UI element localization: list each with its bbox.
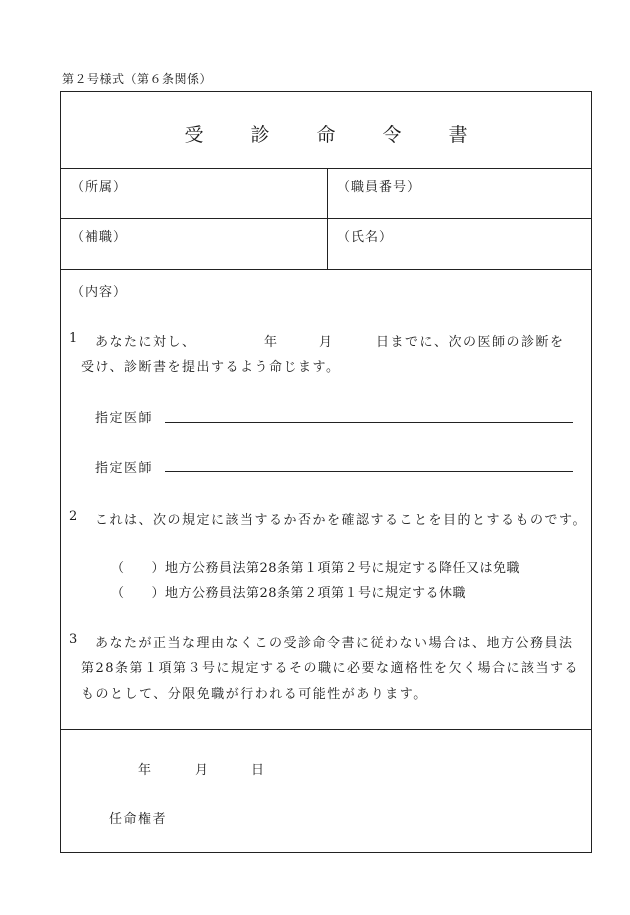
- designated-doctor-label-1: 指定医師: [95, 411, 154, 426]
- affiliation-label: （所属）: [71, 180, 128, 195]
- document-title: 受 診 命 令 書: [184, 124, 482, 146]
- content-label: （内容）: [71, 285, 128, 300]
- footer-month: 月: [195, 763, 210, 778]
- item3-text-line1: あなたが正当な理由なくこの受診命令書に従わない場合は、地方公務員法: [95, 636, 574, 651]
- divider: [61, 168, 591, 169]
- designated-doctor-label-2: 指定医師: [95, 461, 154, 476]
- employee-number-label: （職員番号）: [337, 180, 422, 195]
- divider: [61, 218, 591, 219]
- item2-option-1: （ ）地方公務員法第28条第１項第２号に規定する降任又は免職: [111, 561, 521, 576]
- column-divider: [327, 168, 328, 269]
- designated-doctor-line-1: [165, 422, 573, 423]
- form-number: 第２号様式（第６条関係）: [62, 72, 213, 86]
- divider: [61, 269, 591, 270]
- item1-number: 1: [69, 331, 79, 346]
- item3-text-line3: ものとして、分限免職が行われる可能性があります。: [81, 687, 428, 702]
- document-frame: [60, 91, 592, 853]
- item1-text-line2: 受け、診断書を提出するよう命じます。: [81, 360, 341, 375]
- item2-number: 2: [69, 509, 79, 524]
- item2-text: これは、次の規定に該当するか否かを確認することを目的とするものです。: [95, 513, 587, 528]
- appointing-authority-label: 任命権者: [109, 812, 168, 827]
- position-label: （補職）: [71, 230, 128, 245]
- item1-text-b: 日までに、次の医師の診断を: [376, 335, 565, 350]
- item3-text-line2: 第28条第１項第３号に規定するその職に必要な適格性を欠く場合に該当する: [81, 661, 580, 676]
- item3-number: 3: [69, 632, 79, 647]
- designated-doctor-line-2: [165, 471, 573, 472]
- footer-year: 年: [138, 763, 153, 778]
- item2-option-2: （ ）地方公務員法第28条第２項第１号に規定する休職: [111, 586, 467, 601]
- footer-day: 日: [251, 763, 266, 778]
- item1-year: 年: [264, 335, 279, 350]
- divider: [61, 729, 591, 730]
- item1-text-a: あなたに対し、: [95, 335, 197, 350]
- item1-month: 月: [319, 335, 334, 350]
- name-label: （氏名）: [337, 230, 394, 245]
